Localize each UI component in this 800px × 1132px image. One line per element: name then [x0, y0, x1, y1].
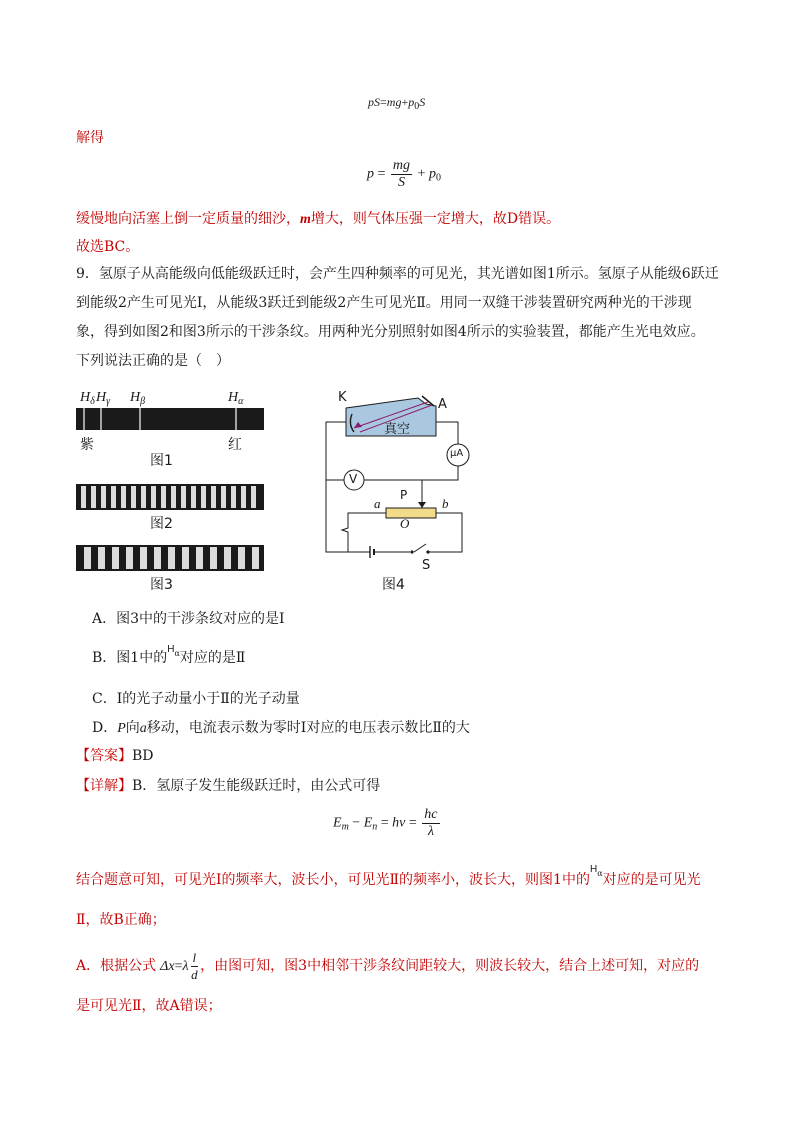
label-vacuum: 真空: [384, 422, 411, 437]
label-text: H: [96, 390, 107, 405]
switch: [414, 544, 426, 552]
fraction-denominator: λ: [427, 824, 434, 839]
label-a: A: [438, 397, 447, 412]
fringe-pattern-3: [76, 545, 266, 573]
fraction: [391, 158, 412, 191]
fringe-stripe: [140, 547, 147, 569]
fringe-stripe: [161, 486, 166, 508]
label-text: H: [228, 390, 239, 405]
fraction-denominator: S: [397, 175, 405, 190]
symbol-m: m: [300, 212, 311, 227]
formula-text: E: [363, 815, 373, 831]
detail-text: B．氢原子发生能级跃迁时，由公式可得: [132, 778, 381, 794]
figure-1-spectrum: [76, 388, 266, 468]
choice-line: 故选BC。: [76, 239, 140, 255]
formula-force-balance: [368, 95, 425, 112]
figure-4-circuit: [318, 392, 483, 592]
fringe-stripe: [241, 486, 246, 508]
fringe-stripe: [210, 547, 217, 569]
fringe-stripe: [112, 547, 119, 569]
formula-text: p: [408, 95, 415, 109]
fringe-stripe: [181, 486, 186, 508]
label-microamp: μA: [450, 448, 464, 459]
label-text: H: [130, 390, 141, 405]
figure-3-caption: 图3: [150, 577, 173, 593]
text-segment: ，由图可知，图3中相邻干涉条纹间距较大，则波长较大，结合上述可知，对应的: [200, 958, 700, 974]
question-9-line-4: 下列说法正确的是（ ）: [76, 353, 230, 369]
spectral-line-label: [96, 390, 110, 407]
label-subscript: β: [140, 396, 146, 407]
spectral-line-label: [80, 390, 95, 407]
option-d: [92, 718, 470, 739]
fraction: [422, 807, 439, 840]
fringe-stripe: [141, 486, 146, 508]
label-subscript: δ: [90, 396, 95, 407]
option-a: A．图3中的干涉条纹对应的是Ⅰ: [92, 611, 285, 627]
fringe-stripe: [121, 486, 126, 508]
fringe-stripe: [252, 547, 259, 569]
fringe-stripe: [168, 547, 175, 569]
fraction-numerator: l: [192, 950, 197, 966]
fringe-stripe: [81, 486, 86, 508]
label-a-end: a: [374, 496, 381, 511]
detail-tag: 【详解】: [76, 778, 132, 794]
wire: [342, 513, 386, 552]
solve-label: 解得: [76, 130, 104, 146]
figure-4-caption: 图4: [382, 577, 405, 593]
fringe-stripe: [196, 547, 203, 569]
formula-text: +: [401, 95, 409, 109]
formula-energy: [333, 807, 442, 840]
formula-text: =: [377, 166, 386, 182]
question-9-line-2: 到能级2产生可见光Ⅰ，从能级3跃迁到能级2产生可见光Ⅱ。用同一双缝干涉装置研究两种光的干涉现: [76, 295, 692, 311]
rheostat: [386, 508, 436, 518]
fringe-stripe: [151, 486, 156, 508]
formula-text: =: [174, 959, 183, 974]
text-segment: 移动，电流表示数为零时Ⅰ对应的电压表示数比Ⅱ的大: [146, 720, 470, 736]
text-segment: 对应的是可见光: [602, 872, 701, 888]
text-segment: 对应的是Ⅱ: [179, 650, 246, 666]
symbol-h: H: [167, 644, 175, 655]
symbol-a: a: [139, 721, 147, 736]
formula-text: λ: [182, 959, 189, 974]
formula-text: =: [380, 815, 389, 831]
question-9-line-3: 象，得到如图2和图3所示的干涉条纹。用两种光分别照射如图4所示的实验装置，都能产生光电效应。: [76, 324, 705, 340]
formula-subscript: m: [341, 821, 349, 833]
wire: [436, 422, 458, 444]
formula-text: +: [417, 166, 426, 182]
formula-text: pS: [368, 95, 380, 109]
label-text: H: [80, 390, 91, 405]
label-switch-s: S: [422, 558, 431, 573]
fringe-stripe: [111, 486, 116, 508]
switch-contact: [410, 550, 413, 553]
fringe-stripe: [91, 486, 96, 508]
figure-1-caption: 图1: [150, 453, 173, 469]
fringe-stripe: [221, 486, 226, 508]
fraction: [191, 950, 199, 983]
fringe-stripe: [171, 486, 176, 508]
figure-3-fringes: [76, 545, 266, 595]
answer-value: BD: [132, 748, 154, 764]
formula-fringe-spacing: [160, 950, 200, 983]
formula-text: p: [428, 166, 436, 182]
option-c: C．Ⅰ的光子动量小于Ⅱ的光子动量: [92, 691, 300, 707]
formula-text: =: [380, 95, 387, 109]
option-b: [92, 644, 246, 670]
formula-text: Δx: [160, 959, 175, 974]
text-segment: D．: [92, 720, 118, 736]
symbol-alpha: α: [174, 649, 180, 658]
text-segment: 增大，则气体压强一定增大，故D错误。: [310, 211, 561, 227]
fringe-stripe: [251, 486, 256, 508]
fringe-stripe: [211, 486, 216, 508]
fringe-stripe: [126, 547, 133, 569]
formula-text: hν: [392, 815, 406, 831]
formula-subscript: n: [372, 821, 378, 833]
question-9-line-1: 9．氢原子从高能级向低能级跃迁时，会产生四种频率的可见光，其光谱如图1所示。氢原子从能级6跃迁: [76, 266, 719, 282]
answer-line: [76, 746, 154, 766]
fringe-stripe: [191, 486, 196, 508]
slider-pointer: [418, 502, 426, 508]
label-v: V: [349, 472, 358, 486]
symbol-alpha: α: [597, 869, 603, 878]
formula-pressure: [367, 158, 441, 191]
fringe-stripe: [201, 486, 206, 508]
text-segment: 向: [125, 720, 140, 736]
formula-text: −: [352, 815, 361, 831]
fraction-denominator: d: [191, 967, 198, 983]
explanation-a-line-2: 是可见光Ⅱ，故A错误；: [76, 998, 222, 1014]
label-b-end: b: [442, 496, 449, 511]
formula-subscript: 0: [414, 101, 420, 112]
text-segment: B．图1中的: [92, 650, 168, 666]
spectral-line-label: [228, 390, 243, 407]
fringe-stripe: [154, 547, 161, 569]
formula-text: =: [408, 815, 417, 831]
answer-tag: 【答案】: [76, 748, 132, 764]
figure-2-fringes: [76, 484, 266, 534]
fringe-stripe: [101, 486, 106, 508]
text-segment: 缓慢地向活塞上倒一定质量的细沙，: [76, 211, 300, 227]
fringe-stripe: [238, 547, 245, 569]
fringe-stripe: [98, 547, 105, 569]
fringe-stripe: [131, 486, 136, 508]
explanation-b-line-2: Ⅱ，故B正确；: [76, 912, 166, 928]
text-segment: A．根据公式: [76, 958, 157, 974]
formula-text: E: [333, 815, 342, 831]
symbol-p: P: [117, 721, 126, 736]
fraction-numerator: hc: [424, 807, 438, 822]
explanation-d: [76, 209, 560, 230]
formula-subscript: 0: [435, 172, 441, 184]
spectral-line-label: [130, 390, 145, 407]
text-segment: 结合题意可知，可见光Ⅰ的频率大，波长小，可见光Ⅱ的频率小，波长大，则图1中的: [76, 872, 590, 888]
fraction-numerator: mg: [392, 158, 411, 173]
wire: [364, 480, 422, 502]
explanation-a-line-1: [76, 948, 699, 985]
fringe-stripe: [84, 547, 91, 569]
fringe-stripe: [231, 486, 236, 508]
label-p: P: [400, 488, 408, 502]
switch-contact: [426, 550, 429, 553]
formula-text: p: [367, 166, 374, 182]
formula-text: mg: [386, 95, 402, 109]
label-k: K: [338, 390, 347, 405]
figure-2-caption: 图2: [150, 516, 173, 532]
label-o: O: [400, 516, 410, 531]
formula-text: S: [419, 95, 426, 109]
fringe-pattern-2: [76, 484, 266, 512]
detail-line: [76, 776, 380, 796]
label-subscript: γ: [106, 396, 111, 407]
fringe-stripe: [224, 547, 231, 569]
explanation-b-line-1: [76, 864, 701, 892]
fringe-stripe: [182, 547, 189, 569]
red-label: 红: [228, 437, 242, 453]
wire: [428, 513, 462, 552]
symbol-h: H: [589, 864, 598, 875]
violet-label: 紫: [80, 437, 94, 453]
label-subscript: α: [238, 396, 244, 407]
